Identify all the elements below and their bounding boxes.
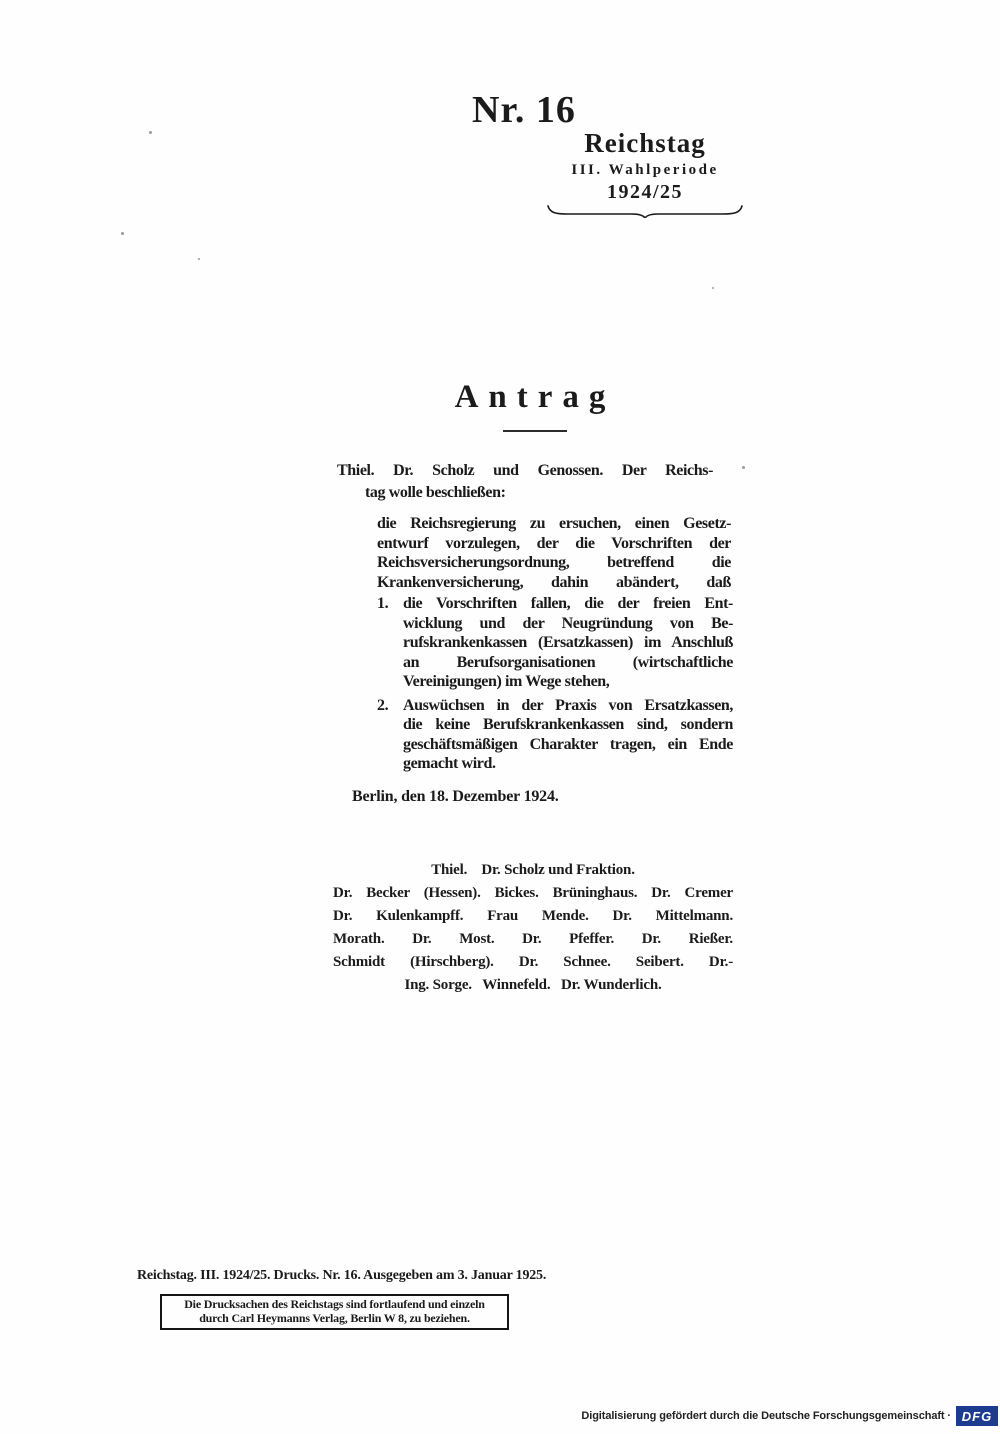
page-title: Antrag bbox=[454, 379, 616, 415]
signature-line: Dr. Kulenkampff. Frau Mende. Dr. Mittelmann. bbox=[333, 908, 733, 924]
text-line: an Berufsorganisationen (wirtschaftliche bbox=[403, 653, 733, 671]
institution-name: Reichstag bbox=[584, 128, 706, 158]
masthead bbox=[515, 128, 775, 218]
text-line: Auswüchsen in der Praxis von Ersatzkassen, bbox=[403, 696, 733, 714]
item-number: 2. bbox=[377, 696, 389, 714]
text-line: Reichsversicherungsordnung, betreffend die bbox=[377, 554, 731, 571]
item-number: 1. bbox=[377, 595, 389, 612]
signature-block bbox=[333, 859, 733, 997]
list-item bbox=[377, 594, 733, 692]
opening-text: und Genossen. Der Reichs- bbox=[493, 462, 714, 479]
sponsor-name-thiel: Thiel. bbox=[337, 462, 375, 479]
motion-opening bbox=[337, 460, 713, 504]
digitization-credit bbox=[581, 1406, 998, 1426]
opening-line-1 bbox=[337, 460, 713, 482]
scan-speck bbox=[198, 258, 200, 260]
text-line: rufskrankenkassen (Ersatzkassen) im Anschluß bbox=[403, 634, 733, 651]
numbered-list bbox=[377, 594, 733, 778]
signature-line: Thiel. Dr. Scholz und Fraktion. bbox=[431, 862, 635, 878]
signature-line: Schmidt (Hirschberg). Dr. Schnee. Seibert. Dr.- bbox=[333, 954, 733, 970]
item-text bbox=[403, 594, 733, 692]
dfg-logo-icon: DFG bbox=[956, 1406, 998, 1426]
text-line: Vereinigungen) im Wege stehen, bbox=[403, 673, 610, 690]
signature-line: Morath. Dr. Most. Dr. Pfeffer. Dr. Rießer. bbox=[333, 931, 733, 947]
text-line: gemacht wird. bbox=[403, 755, 496, 772]
text-line: die Reichsregierung zu ersuchen, einen Gesetz- bbox=[377, 515, 731, 532]
doc-number: Nr. 16 bbox=[472, 89, 576, 131]
session-years: 1924/25 bbox=[606, 181, 684, 203]
scan-speck bbox=[121, 232, 124, 235]
dateline: Berlin, den 18. Dezember 1924. bbox=[352, 788, 559, 805]
signature-line: Ing. Sorge. Winnefeld. Dr. Wunderlich. bbox=[404, 977, 662, 993]
text-line: geschäftsmäßigen Charakter tragen, ein Ende bbox=[403, 735, 733, 753]
opening-text: Dr. bbox=[393, 462, 414, 479]
title-block bbox=[335, 377, 735, 432]
sponsor-name-scholz: Scholz bbox=[432, 462, 475, 479]
text-line: wicklung und der Neugründung von Be- bbox=[403, 614, 733, 632]
opening-line-2: tag wolle beschließen: bbox=[365, 484, 506, 501]
scan-speck bbox=[149, 131, 152, 134]
publisher-notice-line: Die Drucksachen des Reichstags sind fortlaufend und einzeln bbox=[184, 1297, 485, 1311]
text-line: Krankenversicherung, dahin abändert, daß bbox=[377, 573, 731, 591]
text-line: die Vorschriften fallen, die der freien Ent- bbox=[403, 595, 733, 612]
publisher-notice-box bbox=[160, 1294, 509, 1330]
publisher-notice-line: durch Carl Heymanns Verlag, Berlin W 8, zu beziehen. bbox=[199, 1310, 470, 1325]
request-paragraph bbox=[377, 514, 731, 592]
scan-speck bbox=[742, 466, 745, 469]
item-text bbox=[403, 696, 733, 774]
signature-line: Dr. Becker (Hessen). Bickes. Brüninghaus. Dr. Cremer bbox=[333, 885, 733, 901]
list-item bbox=[377, 696, 733, 774]
underbrace-icon bbox=[546, 204, 744, 218]
text-line: entwurf vorzulegen, der die Vorschriften der bbox=[377, 534, 731, 552]
digitization-credit-text: Digitalisierung gefördert durch die Deutsche Forschungsgemeinschaft · bbox=[581, 1410, 951, 1422]
imprint-line: Reichstag. III. 1924/25. Drucks. Nr. 16. Ausgegeben am 3. Januar 1925. bbox=[137, 1268, 547, 1283]
scan-speck bbox=[712, 287, 714, 289]
electoral-period: III. Wahlperiode bbox=[571, 162, 719, 178]
text-line: die keine Berufskrankenkassen sind, sondern bbox=[403, 716, 733, 733]
title-rule bbox=[503, 430, 567, 432]
